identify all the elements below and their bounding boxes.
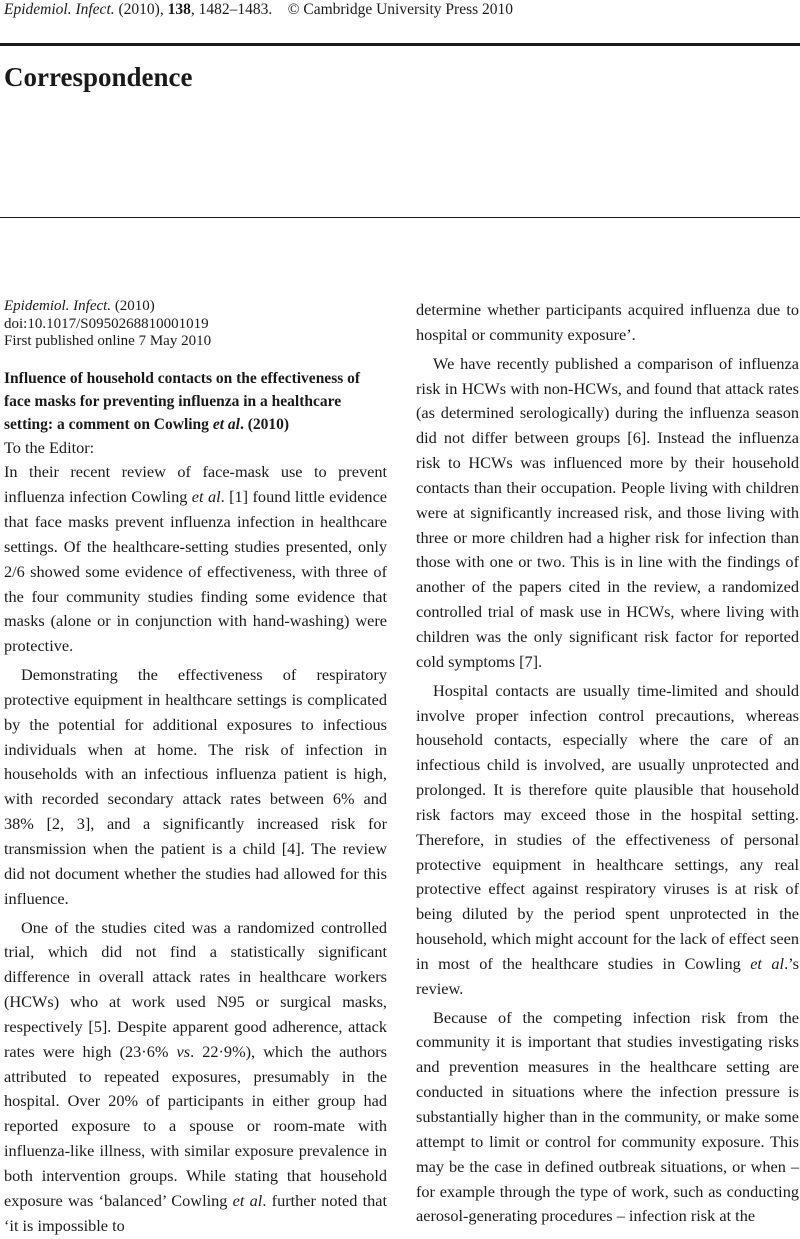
paragraph: Because of the competing infection risk from the community it is important that studies investigating risks and prevention measures in the healthcare setting are conducted in situations where the infection pressure is substantially higher than in the community, or make some attempt to limit or control for community exposure. This may be the case in defined outbreak situations, or when – for example through the type of work, such as conducting aerosol-generating procedures – infection risk at the: [416, 1007, 799, 1226]
article-meta-journal: [4, 298, 387, 316]
text-run: One of the studies cited was a randomized controlled trial, which did not find a statistically significant difference in overall attack rates in healthcare workers (HCWs) who at work used N95 or surgical masks, respectively [5]. Despite apparent good adherence, attack rates were high (23·6%: [4, 917, 387, 1061]
paragraph: [416, 679, 799, 1002]
text-run: . [1] found little evidence that face masks prevent influenza infection in healthcare settings. Of the healthcare-setting studies presented, only 2/6 showed some evidence of effectiveness, with three of the four community studies finding some evidence that masks (alone or in conjunction with hand-washing) were protective.: [4, 487, 388, 656]
article-title-main: Influence of household contacts on the effectiveness of face masks for preventing influenza in a healthcare setting: a comment on Cowling: [4, 369, 361, 433]
paragraph: We have recently published a comparison of influenza risk in HCWs with non-HCWs, and found that attack rates (as determined serologically) during the influenza season did not differ between groups [6]. Instead the influenza risk to HCWs was influenced more by their household contacts than their occupation. People living with children were at significantly increased risk, and those living with three or more children had a higher risk for infection than those with one or two. This is in line with the findings of another of the papers cited in the review, a randomized controlled trial of mask use in HCWs, where living with children was the only significant risk factor for reported cold symptoms [7].: [416, 353, 799, 671]
paragraph: [4, 460, 387, 659]
text-run: . 22·9%), which the authors attributed to repeated exposures, presumably in the hospital. Over 20% of participants in either group had reported exposure to a spouse or room-mate with influenza-like illness, with similar exposure prevalence in both intervention groups. While stating that household exposure was ‘balanced’ Cowling: [4, 1041, 387, 1210]
left-column: [4, 298, 387, 1239]
header-rule: [0, 43, 800, 46]
right-column: [416, 298, 799, 1229]
text-run: In their recent review of face-mask use to prevent influenza infection Cowling: [4, 462, 387, 507]
meta-journal: Epidemiol. Infect.: [4, 298, 112, 314]
running-head-pages: , 1482–1483.: [190, 1, 273, 18]
text-run: vs: [176, 1041, 191, 1061]
salutation: To the Editor:: [4, 437, 95, 457]
article-doi: doi:10.1017/S0950268810001019: [4, 315, 209, 332]
article-title: [4, 367, 387, 436]
running-head: [4, 0, 513, 20]
paragraph: Demonstrating the effectiveness of respiratory protective equipment in healthcare settings is complicated by the potential for additional exposures to infectious individuals when at home. The risk of infection in households with an infectious influenza patient is high, with recorded secondary attack rates between 6% and 38% [2, 3], and a significantly increased risk for transmission when the patient is a child [4]. The review did not document whether the studies had allowed for this influence.: [4, 665, 387, 908]
running-head-journal: Epidemiol. Infect.: [4, 1, 115, 18]
text-run: et al: [191, 487, 221, 507]
text-run: . further noted that ‘it is impossible to: [4, 1190, 388, 1235]
running-head-volume: 138: [167, 1, 191, 18]
article-title-tail: . (2010): [239, 415, 290, 433]
running-head-year: (2010),: [114, 1, 168, 18]
text-run: .’s review.: [416, 953, 799, 998]
article-published-date: First published online 7 May 2010: [4, 333, 212, 349]
article-title-etal: et al: [212, 415, 240, 433]
section-divider: [0, 217, 800, 218]
paragraph: [4, 916, 387, 1239]
running-head-copyright: © Cambridge University Press 2010: [287, 1, 514, 18]
text-run: et al: [232, 1190, 263, 1210]
text-run: Hospital contacts are usually time-limited and should involve proper infection control precautions, whereas household contacts, especially where the care of an infectious child is involved, are usually unprotected and prolonged. It is therefore quite plausible that household risk factors may exceed those in the hospital setting. Therefore, in studies of the effectiveness of personal protective equipment in healthcare settings, any real protective effect against respiratory viruses is at risk of being diluted by the period spent unprotected in the household, which might account for the lack of effect seen in most of the healthcare studies in Cowling: [416, 680, 799, 973]
meta-year: (2010): [111, 298, 155, 314]
paragraph: determine whether participants acquired influenza due to hospital or community exposure’.: [416, 300, 799, 344]
text-run: et al: [750, 953, 785, 973]
section-title: Correspondence: [4, 62, 193, 92]
